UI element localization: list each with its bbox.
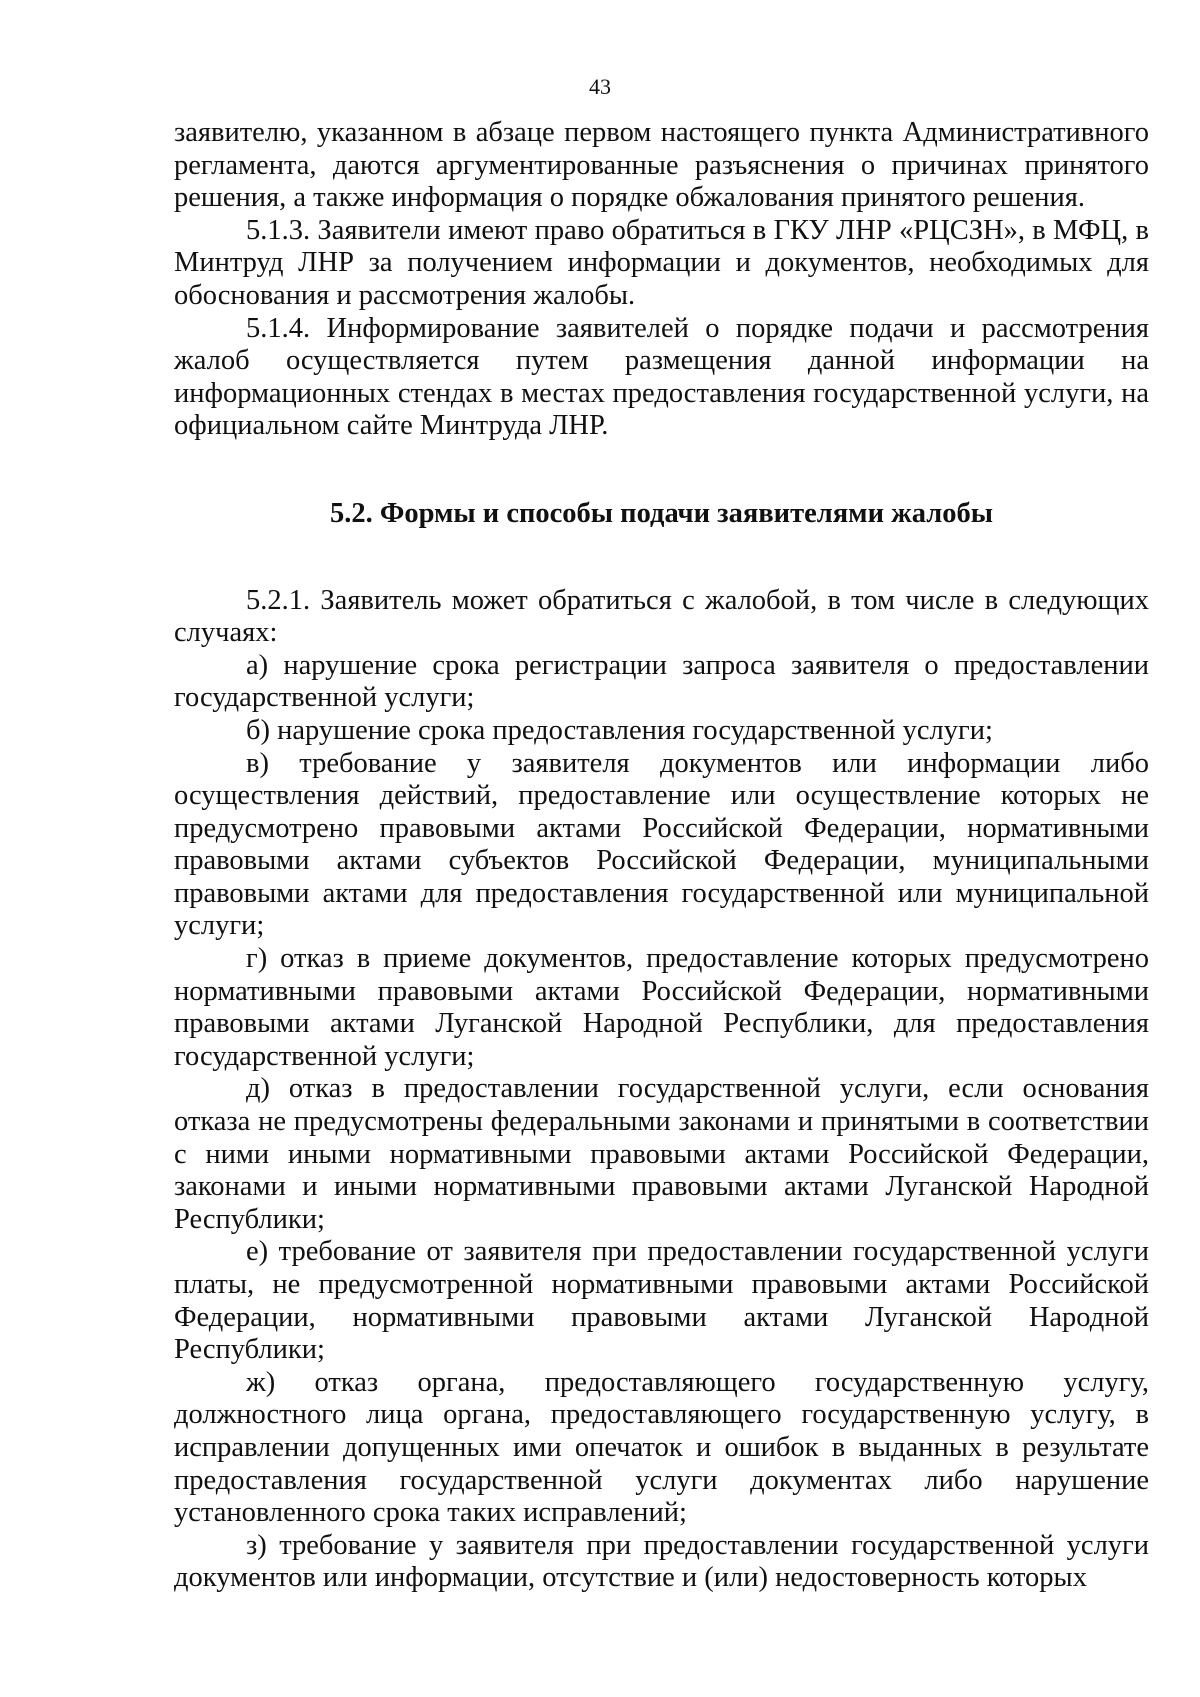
paragraph-5-1-4: 5.1.4. Информирование заявителей о порядке подачи и рассмотрения жалоб осуществляется путем размещения данной информации на информационных стендах в местах предоставления государственной услуги, на официальном сайте Минтруда ЛНР.	[174, 312, 1149, 442]
paragraph-5-1-3: 5.1.3. Заявители имеют право обратиться в ГКУ ЛНР «РЦСЗН», в МФЦ, в Минтруд ЛНР за получением информации и документов, необходимых для обоснования и рассмотрения жалобы.	[174, 214, 1149, 311]
list-item-z: з) требование у заявителя при предоставлении государственной услуги документов или информации, отсутствие и (или) недостоверность которых	[174, 1529, 1149, 1594]
list-item-v: в) требование у заявителя документов или информации либо осуществления действий, предоставление или осуществление которых не предусмотрено правовыми актами Российской Федерации, нормативными правовыми актами субъектов Российской Федерации, муниципальными правовыми актами для предоставления государственной или муниципальной услуги;	[174, 747, 1149, 942]
document-body	[174, 117, 1149, 1595]
list-item-d: д) отказ в предоставлении государственной услуги, если основания отказа не предусмотрены федеральными законами и принятыми в соответствии с ними иными нормативными правовыми актами Российской Федерации, законами и иными нормативными правовыми актами Луганской Народной Республики;	[174, 1073, 1149, 1235]
page-number: 43	[589, 74, 611, 99]
list-item-e: е) требование от заявителя при предоставлении государственной услуги платы, не предусмотренной нормативными правовыми актами Российской Федерации, нормативными правовыми актами Луганской Народной Республики;	[174, 1236, 1149, 1366]
list-item-zh: ж) отказ органа, предоставляющего государственную услугу, должностного лица органа, предоставляющего государственную услугу, в исправлении допущенных ими опечаток и ошибок в выданных в результате предоставления государственной услуги документах либо нарушение установленного срока таких исправлений;	[174, 1366, 1149, 1529]
list-item-a: а) нарушение срока регистрации запроса заявителя о предоставлении государственной услуги;	[174, 649, 1149, 714]
list-item-b: б) нарушение срока предоставления государственной услуги;	[246, 714, 993, 746]
paragraph-5-2-1: 5.2.1. Заявитель может обратиться с жалобой, в том числе в следующих случаях:	[174, 584, 1149, 649]
list-item-g: г) отказ в приеме документов, предоставление которых предусмотрено нормативными правовыми актами Российской Федерации, нормативными правовыми актами Луганской Народной Республики, для предоставления государственной услуги;	[174, 943, 1149, 1072]
paragraph-continuation: заявителю, указанном в абзаце первом настоящего пункта Административного регламента, даются аргументированные разъяснения о причинах принятого решения, а также информация о порядке обжалования принятого решения.	[174, 117, 1149, 214]
section-heading-5-2: 5.2. Формы и способы подачи заявителями жалобы	[329, 497, 994, 529]
